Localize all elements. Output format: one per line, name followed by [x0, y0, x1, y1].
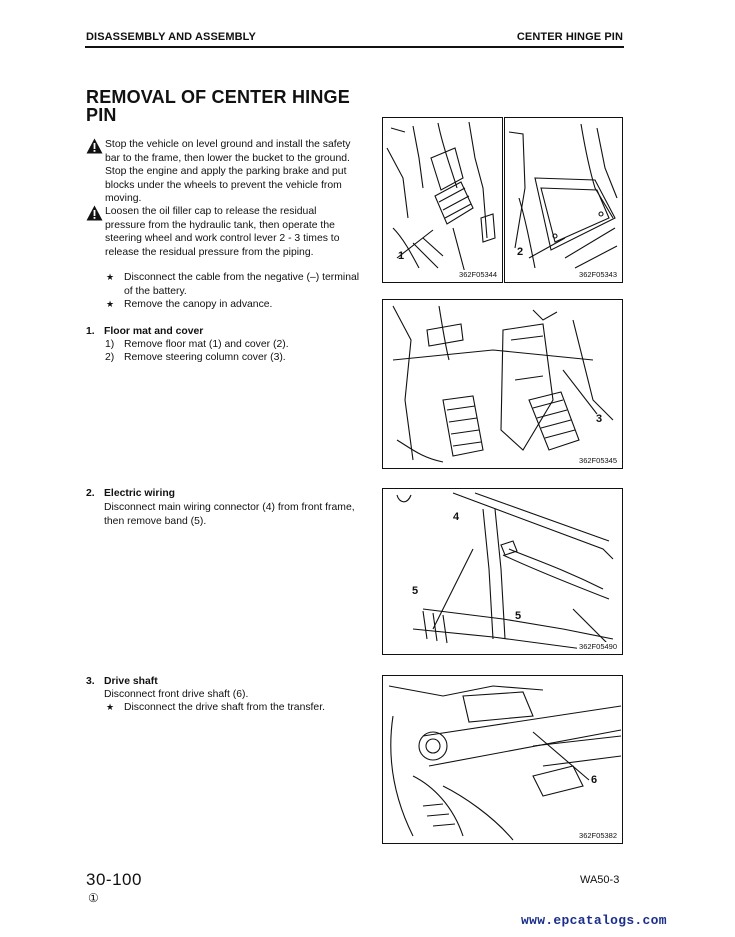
revision-mark: ① [88, 891, 99, 905]
callout-5-left: 5 [412, 585, 419, 597]
section-1-title: 1. Floor mat and cover [86, 326, 204, 337]
star-icon: ★ [106, 299, 115, 309]
warning-text-2: Loosen the oil filler cap to release the residual pressure from the hydraulic tank, then operate the steering wheel and work control lever 2 - 3 times to release the residual pressure from the piping. [105, 206, 340, 258]
warning-block-2 [86, 205, 358, 259]
figure-cover [504, 117, 623, 283]
section-2-text: Disconnect main wiring connector (4) from front frame, then remove band (5). [104, 502, 355, 527]
warning-block-1 [86, 138, 358, 206]
callout-3: 3 [596, 413, 603, 425]
page-title: REMOVAL OF CENTER HINGE PIN [86, 87, 350, 125]
warning-icon [86, 138, 103, 154]
steering-cover-drawing [383, 300, 622, 468]
callout-6: 6 [591, 774, 598, 786]
callout-1: 1 [398, 250, 405, 262]
header-section-title: DISASSEMBLY AND ASSEMBLY [86, 31, 256, 43]
model-code: WA50-3 [580, 874, 620, 886]
section-1-step-2: 2) Remove steering column cover (3). [105, 352, 286, 363]
watermark-link[interactable]: www.epcatalogs.com [521, 913, 667, 928]
figure-code: 362F05382 [579, 831, 617, 840]
header-rule [85, 46, 624, 48]
note-battery: ★ Disconnect the cable from the negative (–) terminal of the battery. [106, 272, 360, 297]
callout-5-right: 5 [515, 610, 522, 622]
figure-code: 362F05344 [459, 270, 497, 279]
drive-shaft-drawing [383, 676, 622, 843]
header-topic-title: CENTER HINGE PIN [516, 31, 623, 43]
callout-2: 2 [517, 246, 524, 258]
warning-text-1: Stop the vehicle on level ground and install the safety bar to the frame, then lower the bucket to the ground. Stop the engine and apply the parking brake and put blocks under the wheels to prevent the vehicle from moving. [105, 139, 351, 204]
section-1-step-1: 1) Remove floor mat (1) and cover (2). [105, 339, 289, 350]
warning-icon [86, 205, 103, 221]
wiring-drawing [383, 489, 622, 654]
section-3-note: ★ Disconnect the drive shaft from the transfer. [106, 702, 325, 713]
figure-code: 362F05345 [579, 456, 617, 465]
figure-floor-mat [382, 117, 503, 283]
figure-steering-cover [382, 299, 623, 469]
page-number: 30-100 [86, 870, 142, 889]
figure-wiring [382, 488, 623, 655]
callout-4: 4 [453, 511, 460, 523]
note-canopy: ★ Remove the canopy in advance. [106, 299, 273, 310]
figure-drive-shaft [382, 675, 623, 844]
figure-code: 362F05490 [579, 642, 617, 651]
star-icon: ★ [106, 272, 115, 282]
section-2-title: 2. Electric wiring [86, 488, 176, 499]
section-3-title: 3. Drive shaft [86, 676, 158, 687]
figure-code: 362F05343 [579, 270, 617, 279]
section-3-text: Disconnect front drive shaft (6). [104, 689, 249, 700]
star-icon: ★ [106, 702, 115, 712]
